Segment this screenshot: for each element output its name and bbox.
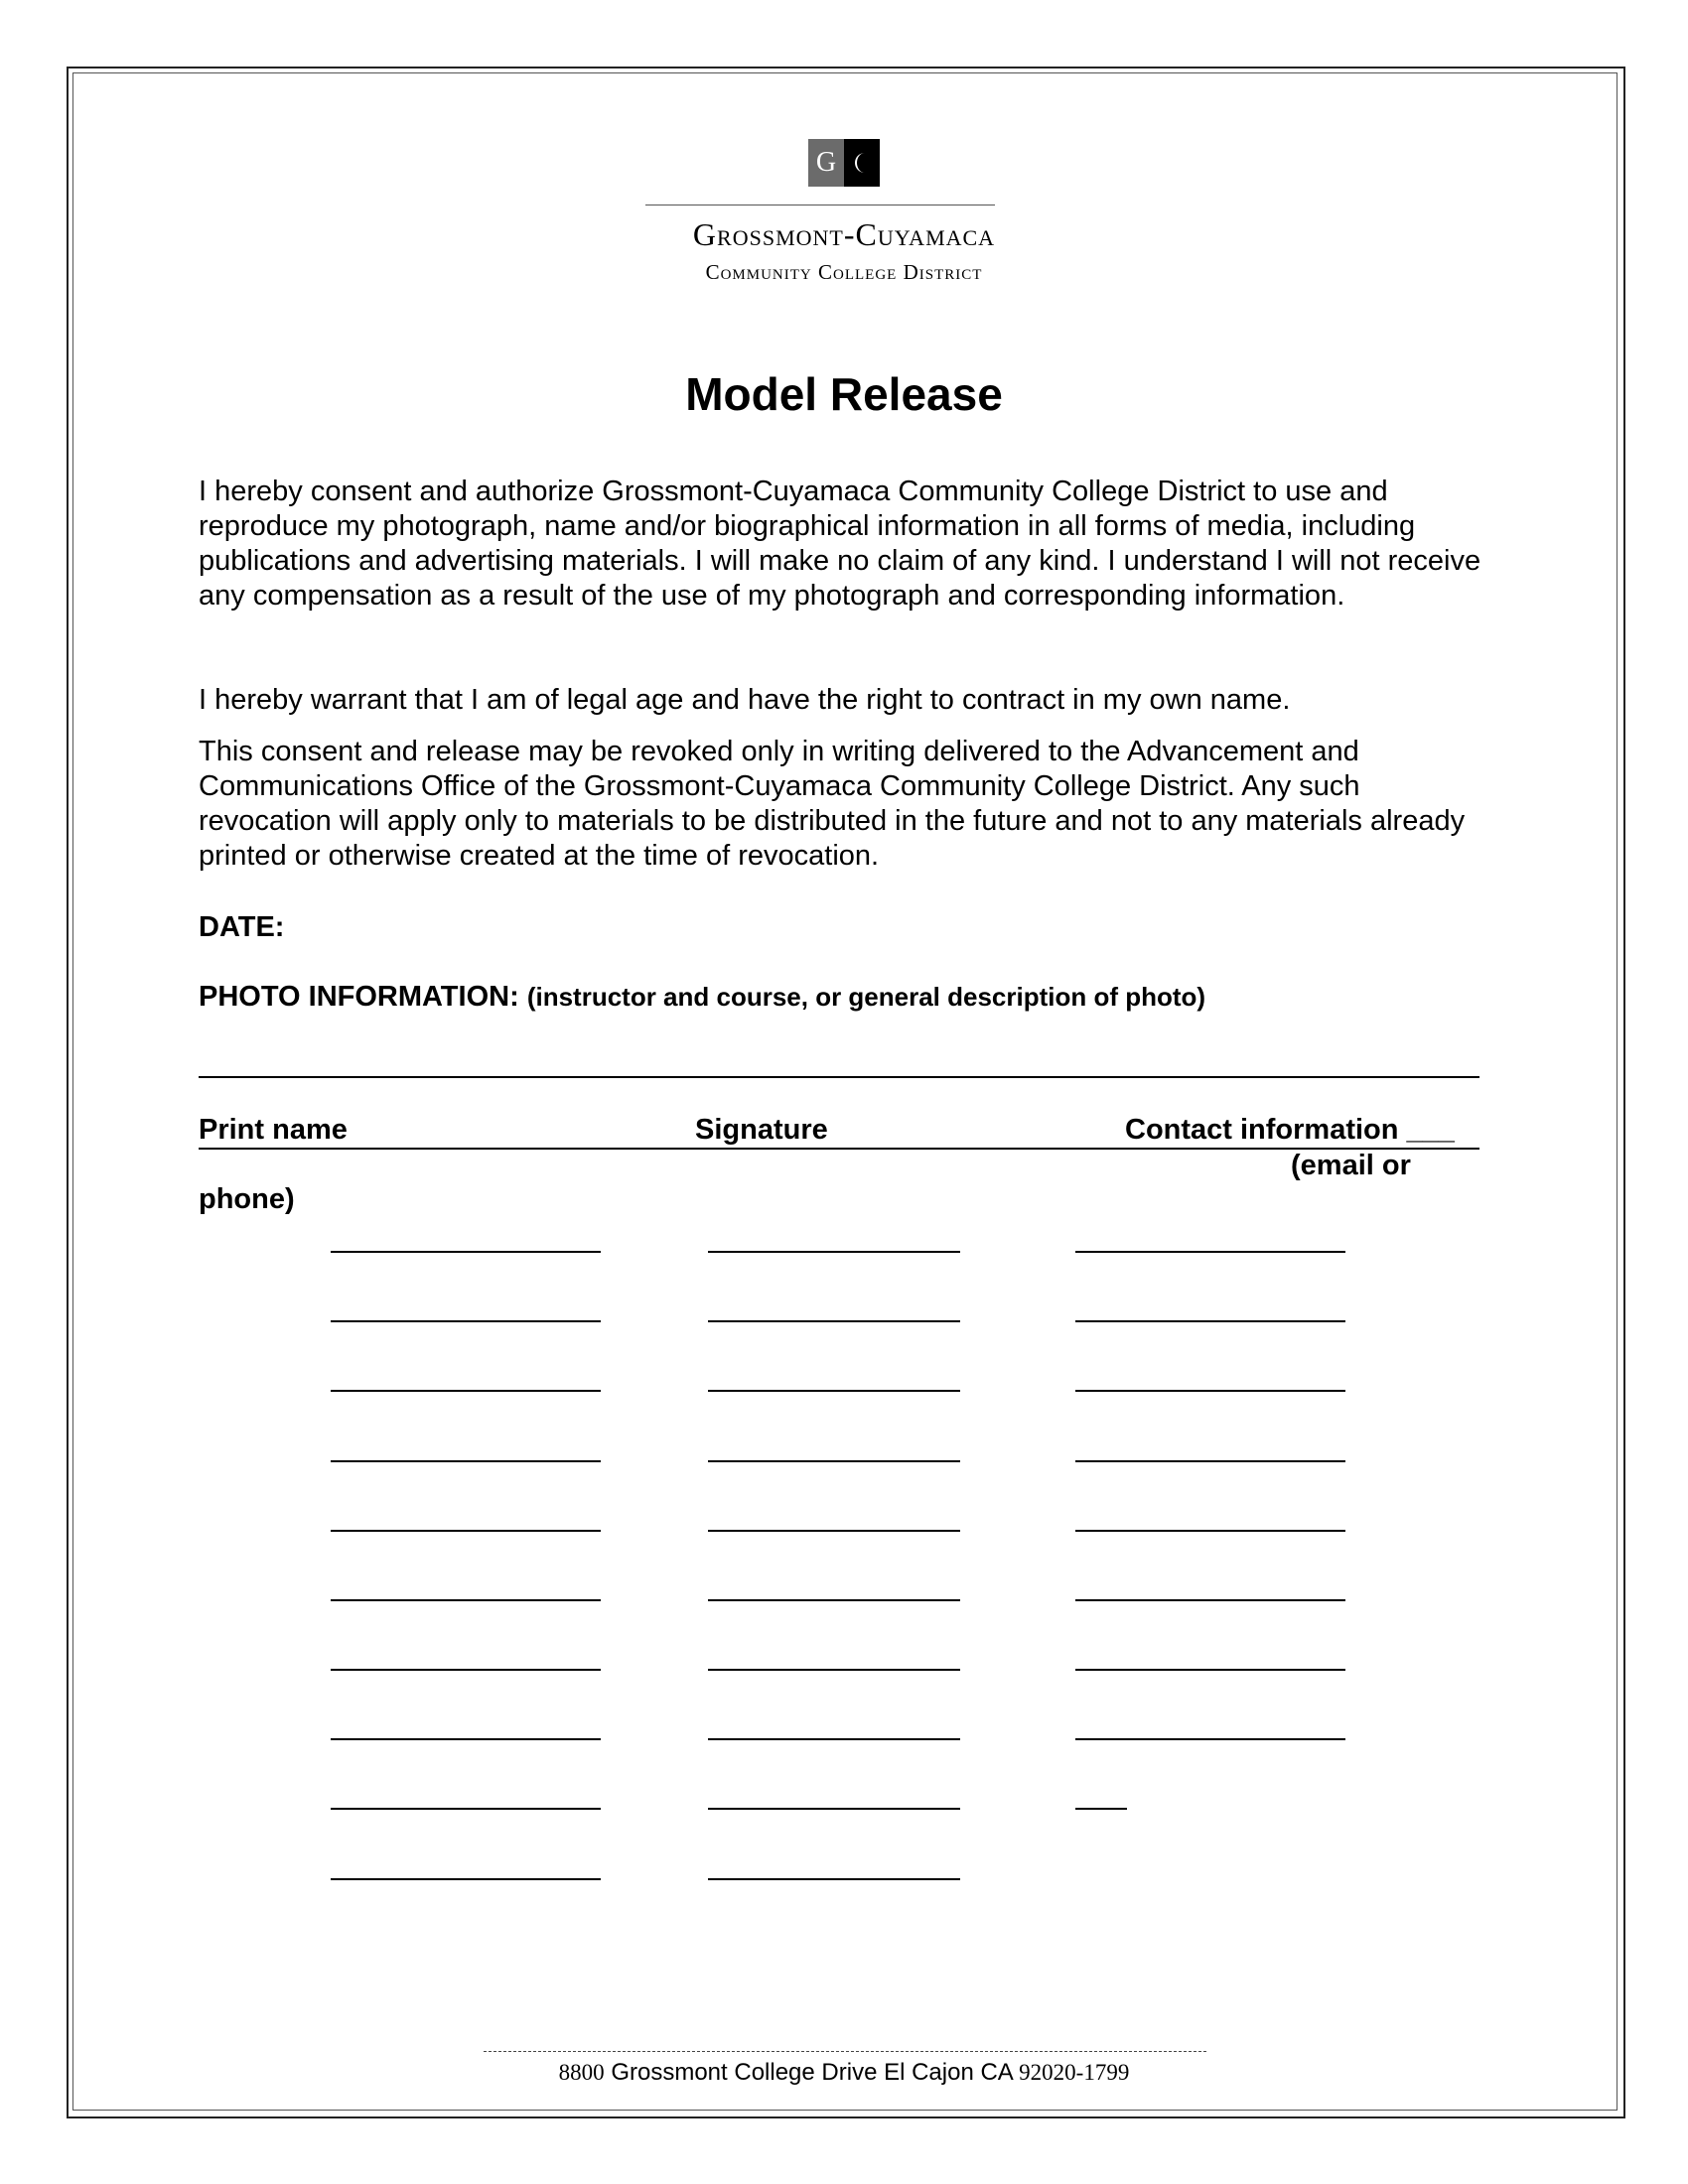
page-title: Model Release	[685, 368, 1003, 420]
column-contact: Contact information ___	[1125, 1114, 1455, 1146]
print-name-line[interactable]	[331, 1320, 601, 1322]
column-print-name: Print name	[199, 1114, 348, 1146]
footer-divider	[484, 2051, 1206, 2052]
consent-paragraph: I hereby consent and authorize Grossmont-Cuyamaca Community College District to use and reproduce my photograph, name and/or biographical information in all forms of media, including publications and advertising materials. I will make no claim of any kind. I understand I will not receive any compensation as a result of the use of my photograph and corresponding information.	[199, 476, 1481, 612]
date-label: DATE:	[199, 911, 285, 943]
column-contact-continued: (email or	[1291, 1150, 1411, 1181]
org-name: Grossmont-Cuyamaca	[692, 216, 996, 252]
signature-line[interactable]	[708, 1738, 960, 1740]
footer-street-number: 8800	[558, 2060, 605, 2085]
footer-street: Grossmont College Drive El Cajon CA	[611, 2059, 1013, 2086]
signature-line[interactable]	[708, 1251, 960, 1253]
signature-line[interactable]	[708, 1878, 960, 1880]
signature-line[interactable]	[708, 1320, 960, 1322]
print-name-line[interactable]	[331, 1669, 601, 1671]
print-name-line[interactable]	[331, 1460, 601, 1462]
column-signature: Signature	[695, 1114, 828, 1146]
signature-line[interactable]	[708, 1460, 960, 1462]
contact-line[interactable]	[1075, 1390, 1345, 1392]
footer-address	[0, 2059, 1688, 2087]
logo-letter-g: G	[808, 139, 844, 187]
signature-line[interactable]	[708, 1808, 960, 1810]
crescent-moon-icon	[844, 139, 880, 187]
signature-line[interactable]	[708, 1390, 960, 1392]
contact-line[interactable]	[1075, 1530, 1345, 1532]
print-name-line[interactable]	[331, 1599, 601, 1601]
photo-information-label: PHOTO INFORMATION:	[199, 981, 519, 1013]
print-name-line[interactable]	[331, 1738, 601, 1740]
print-name-line[interactable]	[331, 1808, 601, 1810]
print-name-line[interactable]	[331, 1251, 601, 1253]
contact-line[interactable]	[1075, 1251, 1345, 1253]
contact-line[interactable]	[1075, 1460, 1345, 1462]
org-subtitle: Community College District	[705, 260, 983, 284]
contact-line[interactable]	[1075, 1320, 1345, 1322]
signature-line[interactable]	[708, 1530, 960, 1532]
revocation-paragraph: This consent and release may be revoked only in writing delivered to the Advancement and Communications Office of the Grossmont-Cuyamaca Community College District. Any such revocation will apply only to materials to be distributed in the future and not to any materials already printed or otherwise created at the time of revocation.	[199, 736, 1466, 872]
print-name-line[interactable]	[331, 1878, 601, 1880]
print-name-line[interactable]	[331, 1390, 601, 1392]
photo-information-hint: (instructor and course, or general description of photo)	[526, 982, 1206, 1012]
photo-information-field	[199, 981, 1205, 1014]
contact-line-short[interactable]	[1075, 1808, 1127, 1810]
footer-zip: 92020-1799	[1019, 2060, 1130, 2085]
column-header-underline	[199, 1148, 1479, 1150]
contact-line[interactable]	[1075, 1599, 1345, 1601]
signature-line[interactable]	[708, 1599, 960, 1601]
district-logo	[0, 139, 1688, 187]
logo-mark	[808, 139, 880, 187]
column-contact-continued-2: phone)	[199, 1183, 295, 1215]
contact-line[interactable]	[1075, 1669, 1345, 1671]
signature-line[interactable]	[708, 1669, 960, 1671]
print-name-line[interactable]	[331, 1530, 601, 1532]
photo-information-line[interactable]	[199, 1076, 1479, 1078]
contact-line[interactable]	[1075, 1738, 1345, 1740]
warrant-paragraph: I hereby warrant that I am of legal age and have the right to contract in my own name.	[199, 684, 1291, 716]
